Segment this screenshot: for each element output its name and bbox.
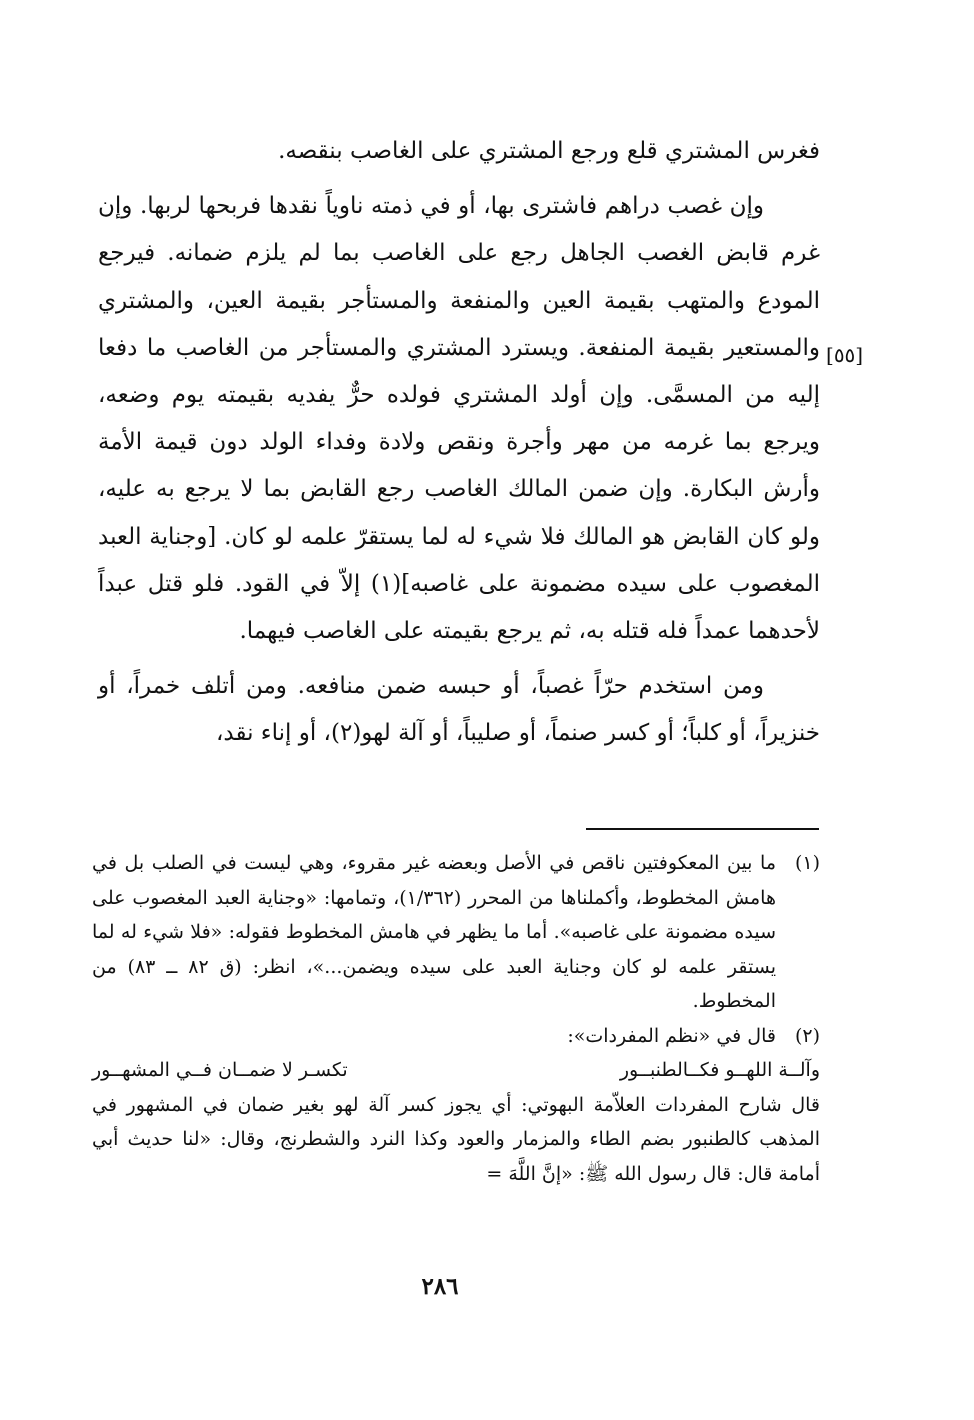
footnote-1 (92, 846, 820, 1019)
paragraph-1: فغرس المشتري قلع ورجع المشتري على الغاصب بنقصه. (278, 138, 820, 164)
footnote-1-number: (١) (794, 852, 820, 874)
footnote-2 (92, 1019, 820, 1054)
poem-verse (92, 1053, 820, 1088)
paragraph-3: ومن استخدم حرّاً غصباً، أو حبسه ضمن منافعه. ومن أتلف خمراً، أو خنزيراً، أو كلباً؛ أو كسر صنماً، أو صليباً، أو آلة لهو(٢)، أو إناء نقد، (98, 673, 820, 747)
footnote-2-number: (٢) (794, 1024, 820, 1047)
verse-second-hemistich: تكسـر لا ضمــان فــي المشهــور (92, 1059, 348, 1081)
footnote-2-text: قال في «نظم المفردات»: (567, 1024, 776, 1047)
verse-first-hemistich: وآلــة اللهــو فكــالطنبــور (619, 1059, 820, 1081)
footnote-separator (586, 828, 819, 830)
footnote-1-text: ما بين المعكوفتين ناقص في الأصل وبعضه غير مقروء، وهي ليست في الصلب بل في هامش المخطوط، وأكملناها من المحرر (١/٣٦٢)، وتمامها: «وجناية العبد المغصوب على سيده مضمونة على غاصبه». أما ما يظهر في هامش المخطوط فقوله: «فلا شيء له لما يستقر علمه لو كان وجناية العبد على سيده ويضمن...»، انظر: (ق ٨٢ ــ ٨٣) من المخطوط. (92, 852, 776, 1012)
main-text-block (98, 128, 820, 758)
page-number: ٢٨٦ (421, 1273, 459, 1300)
footnotes-block (92, 846, 820, 1191)
paragraph-2: وإن غصب دراهم فاشترى بها، أو في ذمته ناوياً نقدها فربحها لربها. وإن غرم قابض الغصب الجاهل رجع على الغاصب بما لم يلزم ضمانه. فيرجع المودع والمتهب بقيمة العين والمنفعة والمستأجر بقيمة العين، والمشتري والمستعير بقيمة المنفعة. ويسترد المشتري والمستأجر من الغاصب ما دفعا إليه من المسمَّى. وإن أولد المشتري فولده حرٌّ يفديه بقيمته يوم وضعه، ويرجع بما غرمه من مهر وأجرة ونقص ولادة وفداء الولد دون قيمة الأمة وأرش البكارة. وإن ضمن المالك الغاصب رجع القابض بما لا يرجع به عليه، ولو كان القابض هو المالك فلا شيء له لما يستقرّ علمه لو كان. [وجناية العبد المغصوب على سيده مضمونة على غاصبه](١) إلاّ في القود. فلو قتل عبداً لأحدهما عمداً فله قتله به، ثم يرجع بقيمته على الغاصب فيهما. (98, 193, 820, 645)
manuscript-folio-marker: [٥٥] (826, 343, 864, 367)
footnote-2-continuation: قال شارح المفردات العلاّمة البهوتي: أي يجوز كسر آلة لهو بغير ضمان في المشهور في المذهب كالطنبور بضم الطاء والمزمار والعود وكذا النرد والشطرنج، وقال: «لنا حديث أبي أمامة قال: قال رسول الله ﷺ: «إنَّ اللَّهَ = (92, 1093, 820, 1185)
